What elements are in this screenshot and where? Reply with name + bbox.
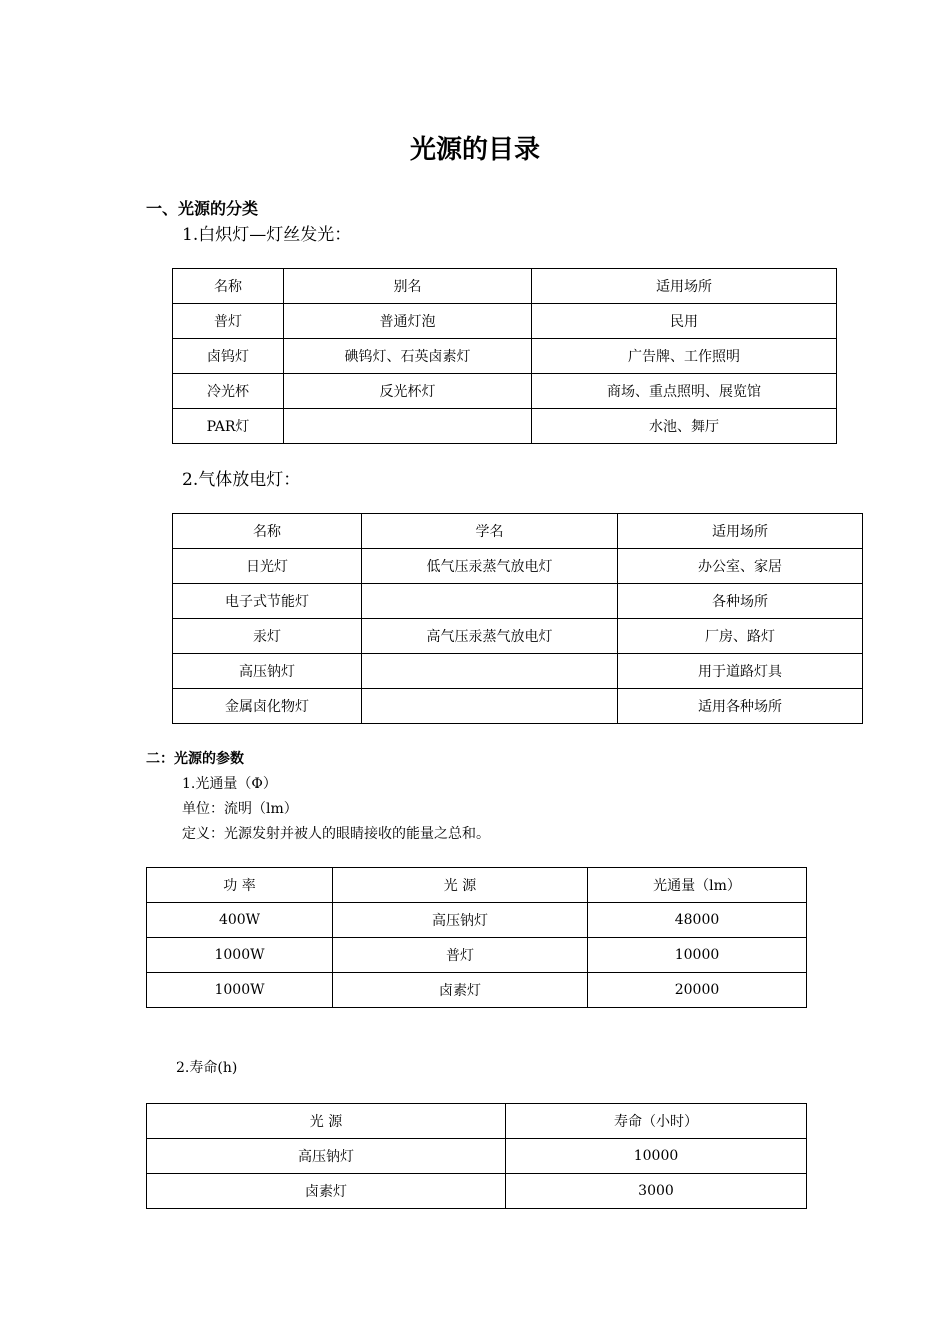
- header-cell: 功 率: [147, 868, 333, 903]
- table-row: [173, 584, 863, 619]
- table-cell: 卤素灯: [147, 1174, 506, 1209]
- table-cell: 普灯: [173, 304, 284, 339]
- table-cell: 普灯: [333, 938, 588, 973]
- table-cell: [362, 654, 618, 689]
- table-header-row: [173, 269, 837, 304]
- luminous-flux-table: [146, 867, 807, 1008]
- table-cell: 日光灯: [173, 549, 362, 584]
- section-heading-parameters: 二：光源的参数: [146, 751, 244, 767]
- incandescent-table: [172, 268, 837, 444]
- table-cell: 水池、舞厅: [532, 409, 837, 444]
- table-row: [147, 1139, 807, 1174]
- table-row: [173, 304, 837, 339]
- table-cell: [284, 409, 532, 444]
- table-cell: [362, 689, 618, 724]
- table-cell: 办公室、家居: [618, 549, 863, 584]
- table-row: [147, 903, 807, 938]
- unit-line: 单位：流明（lm）: [182, 801, 298, 817]
- table-cell: 金属卤化物灯: [173, 689, 362, 724]
- table-cell: 高压钠灯: [173, 654, 362, 689]
- section-heading-classification: 一、光源的分类: [146, 199, 259, 218]
- header-cell: 学名: [362, 514, 618, 549]
- table-cell: [362, 584, 618, 619]
- table-header-row: [147, 868, 807, 903]
- header-cell: 光 源: [147, 1104, 506, 1139]
- table-cell: 20000: [588, 973, 807, 1008]
- table-cell: 适用各种场所: [618, 689, 863, 724]
- table-cell: 冷光杯: [173, 374, 284, 409]
- table-cell: 各种场所: [618, 584, 863, 619]
- lifespan-label: 2.寿命(h): [176, 1060, 238, 1076]
- table-cell: 高压钠灯: [333, 903, 588, 938]
- table-cell: 民用: [532, 304, 837, 339]
- table-cell: 卤钨灯: [173, 339, 284, 374]
- table-cell: 卤素灯: [333, 973, 588, 1008]
- table-cell: 3000: [506, 1174, 807, 1209]
- table-row: [147, 1174, 807, 1209]
- table-cell: 1000W: [147, 973, 333, 1008]
- table-cell: 48000: [588, 903, 807, 938]
- table-cell: 用于道路灯具: [618, 654, 863, 689]
- table-cell: 10000: [588, 938, 807, 973]
- table-cell: 400W: [147, 903, 333, 938]
- table-row: [147, 973, 807, 1008]
- header-cell: 适用场所: [532, 269, 837, 304]
- table-cell: 1000W: [147, 938, 333, 973]
- definition-line: 定义：光源发射并被人的眼睛接收的能量之总和。: [182, 826, 490, 842]
- table-cell: 反光杯灯: [284, 374, 532, 409]
- table-row: [173, 619, 863, 654]
- table-row: [173, 689, 863, 724]
- table-cell: 高压钠灯: [147, 1139, 506, 1174]
- table-row: [173, 374, 837, 409]
- lifespan-table: [146, 1103, 807, 1209]
- subsection-label-incandescent: 1.白炽灯—灯丝发光：: [182, 225, 352, 245]
- header-cell: 名称: [173, 269, 284, 304]
- header-cell: 别名: [284, 269, 532, 304]
- table-row: [173, 654, 863, 689]
- table-header-row: [173, 514, 863, 549]
- table-cell: 高气压汞蒸气放电灯: [362, 619, 618, 654]
- page-title: 光源的目录: [409, 135, 540, 165]
- header-cell: 适用场所: [618, 514, 863, 549]
- header-cell: 寿命（小时）: [506, 1104, 807, 1139]
- table-cell: 汞灯: [173, 619, 362, 654]
- table-row: [173, 549, 863, 584]
- table-cell: 厂房、路灯: [618, 619, 863, 654]
- luminous-flux-label: 1.光通量（Φ）: [182, 776, 277, 792]
- table-cell: PAR灯: [173, 409, 284, 444]
- header-cell: 名称: [173, 514, 362, 549]
- table-header-row: [147, 1104, 807, 1139]
- table-row: [173, 339, 837, 374]
- table-cell: 碘钨灯、石英卤素灯: [284, 339, 532, 374]
- header-cell: 光通量（lm）: [588, 868, 807, 903]
- table-cell: 低气压汞蒸气放电灯: [362, 549, 618, 584]
- subsection-label-discharge: 2.气体放电灯：: [182, 470, 301, 490]
- table-row: [173, 409, 837, 444]
- table-cell: 广告牌、工作照明: [532, 339, 837, 374]
- table-cell: 10000: [506, 1139, 807, 1174]
- table-row: [147, 938, 807, 973]
- table-cell: 商场、重点照明、展览馆: [532, 374, 837, 409]
- table-cell: 电子式节能灯: [173, 584, 362, 619]
- discharge-lamp-table: [172, 513, 863, 724]
- table-cell: 普通灯泡: [284, 304, 532, 339]
- header-cell: 光 源: [333, 868, 588, 903]
